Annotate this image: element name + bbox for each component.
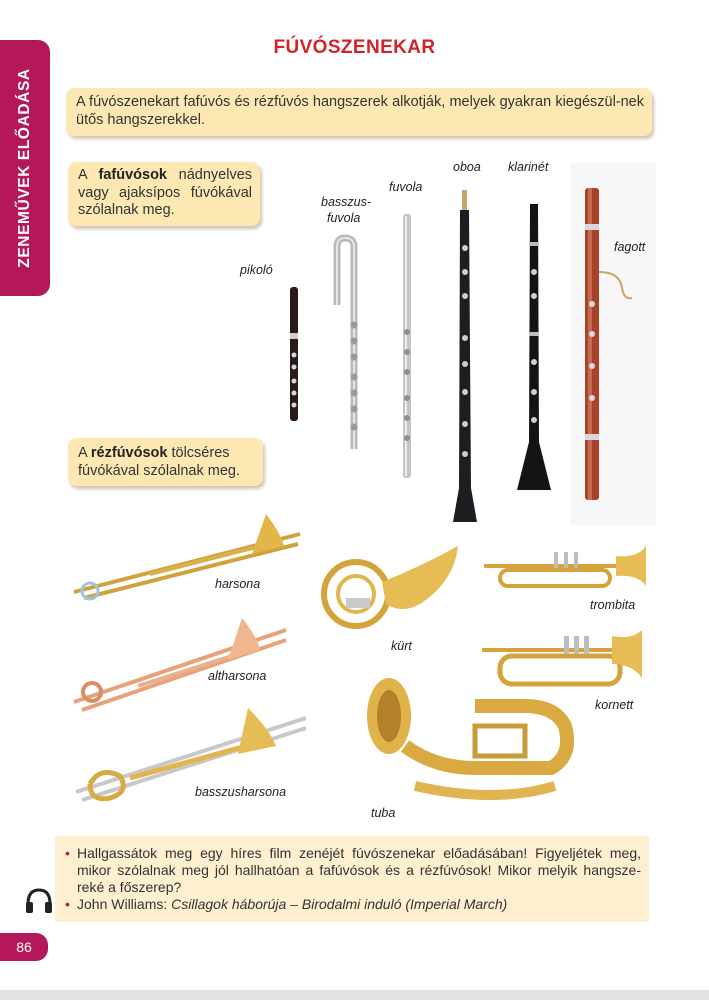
label-fagott: fagott [614, 240, 646, 254]
french-horn-image [312, 542, 462, 646]
label-kornett: kornett [595, 698, 634, 712]
label-fuvola: fuvola [389, 180, 423, 194]
flute-image [397, 212, 417, 480]
footer-bar [0, 990, 709, 1000]
bassoon-image [580, 184, 640, 504]
label-harsona: harsona [215, 577, 261, 591]
listening-task-list [55, 836, 649, 913]
label-oboa: oboa [453, 160, 481, 174]
piece-title: Csillagok háborúja – Birodalmi induló (Imperial March) [171, 896, 508, 912]
label-pikolo: pikoló [240, 263, 273, 277]
label-basszusfuvola-line2: fuvola [327, 211, 361, 225]
headphones-icon [24, 886, 54, 916]
woodwind-prefix: A [78, 167, 99, 183]
label-klarinet: klarinét [508, 160, 549, 174]
brass-prefix: A [78, 445, 91, 461]
tuba-image [355, 676, 577, 806]
page-number: 86 [0, 933, 48, 961]
listening-task-piece [69, 896, 641, 913]
intro-box: A fúvószenekart fafúvós és rézfúvós hangszerek alkotják, melyek gyakran kiegészül-nek ütős hangszerekkel. [66, 88, 652, 136]
bass-flute-image [330, 235, 364, 455]
composer-name: John Williams: [77, 896, 172, 912]
alto-trombone-image [68, 616, 290, 716]
trombone-image [70, 512, 302, 604]
listening-task-box [55, 836, 649, 922]
trumpet-image [480, 546, 650, 596]
label-tuba: tuba [371, 806, 396, 820]
listening-task-item: • Hallgassátok meg egy híres film zenéjét fúvószenekar előadásában! Figyeljétek meg, mikor szólalnak meg jól hallhatóan a fafúvósok és a rézfúvósok! Mikor melyik hangsze-reké a főszerep? [69, 845, 641, 896]
woodwind-bold-term: fafúvósok [98, 167, 168, 183]
chapter-side-tab-label: ZENEMŰVEK ELŐADÁSA [16, 68, 33, 268]
label-basszusharsona: basszusharsona [195, 785, 287, 799]
cornet-image [478, 630, 646, 694]
woodwind-text: nádnyelves vagy ajaksípos fúvókával szólalnak meg. [78, 167, 253, 218]
oboe-image [450, 188, 480, 524]
page-title: FÚVÓSZENEKAR [273, 37, 436, 58]
brass-bold-term: rézfúvósok [90, 445, 168, 461]
woodwind-box [68, 162, 260, 226]
label-kurt: kürt [391, 639, 412, 653]
brass-text: tölcséres fúvókával szólalnak meg. [78, 445, 240, 479]
chapter-side-tab [0, 40, 50, 296]
clarinet-image [514, 202, 554, 492]
brass-box [68, 438, 263, 486]
label-basszusfuvola-line1: basszus- [321, 195, 372, 209]
piccolo-image [284, 285, 304, 425]
label-trombita: trombita [590, 598, 636, 612]
label-altharsona: altharsona [208, 669, 267, 683]
